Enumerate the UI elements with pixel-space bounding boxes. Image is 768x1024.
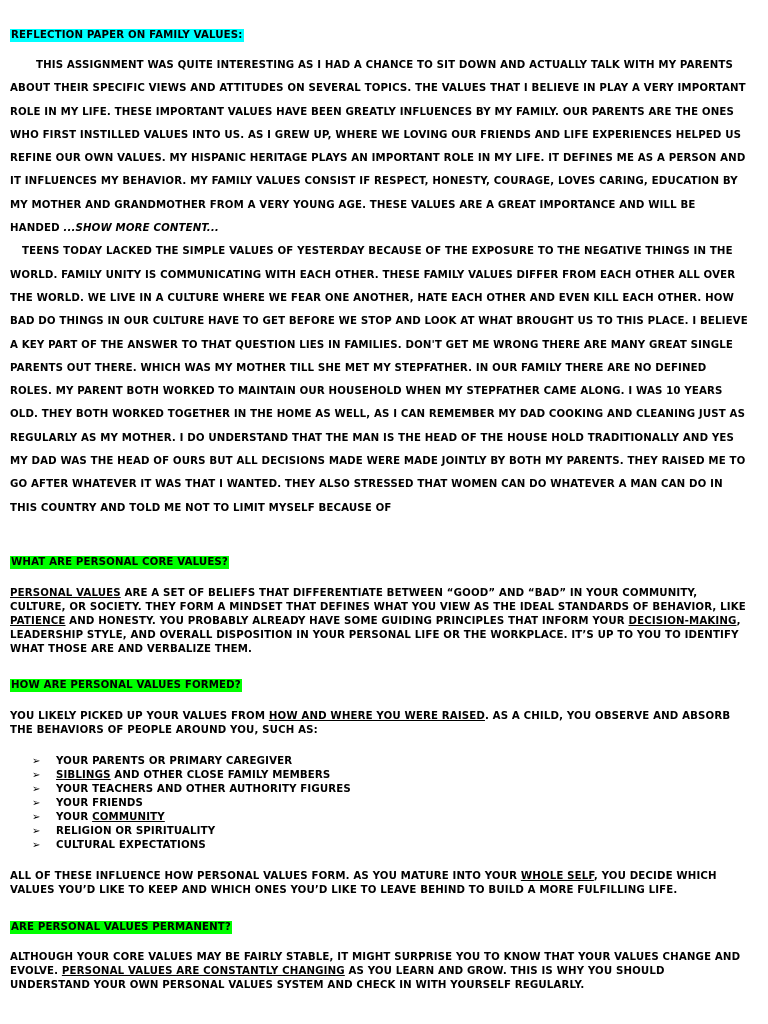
list-item-text: YOUR TEACHERS AND OTHER AUTHORITY FIGURES xyxy=(56,784,351,796)
essay-paragraph-1 xyxy=(10,54,748,240)
community-link[interactable]: COMMUNITY xyxy=(92,811,165,823)
list-item xyxy=(32,811,748,825)
permanent-text-2: AS YOU LEARN AND GROW. THIS IS WHY YOU SHOULD UNDERSTAND YOUR OWN PERSONAL VALUES SYSTEM AND CHECK IN WITH YOURSELF REGULARLY. xyxy=(10,966,665,992)
show-more-content-link[interactable]: ...SHOW MORE CONTENT... xyxy=(63,223,219,235)
list-item-text: RELIGION OR SPIRITUALITY xyxy=(56,825,216,837)
list-item xyxy=(32,797,748,811)
personal-values-link[interactable]: PERSONAL VALUES xyxy=(10,587,121,599)
influence-text-1: ALL OF THESE INFLUENCE HOW PERSONAL VALUES FORM. AS YOU MATURE INTO YOUR xyxy=(10,870,521,882)
arrowhead-bullet-icon: ➢ xyxy=(32,811,41,823)
values-formed-paragraph xyxy=(10,710,748,738)
list-item-text: AND OTHER CLOSE FAMILY MEMBERS xyxy=(110,770,331,782)
core-text-3: , LEADERSHIP STYLE, AND OVERALL DISPOSITION IN YOUR PERSONAL LIFE OR THE WORKPLACE. IT’S UP TO YOU TO IDENTIFY WHAT THOSE ARE AND VERBALIZE THEM. xyxy=(10,615,741,655)
values-changing-link[interactable]: PERSONAL VALUES ARE CONSTANTLY CHANGING xyxy=(61,966,345,978)
permanent-text-1: ALTHOUGH YOUR CORE VALUES MAY BE FAIRLY STABLE, IT MIGHT SURPRISE YOU TO KNOW THAT YOUR VALUES CHANGE AND EVOLVE. xyxy=(10,952,741,978)
list-item-text: YOUR FRIENDS xyxy=(56,798,144,809)
whole-self-link[interactable]: WHOLE SELF xyxy=(520,870,594,882)
patience-link[interactable]: PATIENCE xyxy=(10,615,66,627)
arrowhead-bullet-icon: ➢ xyxy=(32,839,41,851)
core-values-paragraph xyxy=(10,587,748,657)
arrowhead-bullet-icon: ➢ xyxy=(32,825,41,837)
list-item xyxy=(32,839,748,853)
formed-text-2: . AS A CHILD, YOU OBSERVE AND ABSORB THE BEHAVIORS OF PEOPLE AROUND YOU, SUCH AS: xyxy=(10,711,731,737)
arrowhead-bullet-icon: ➢ xyxy=(32,770,41,782)
list-item-text: CULTURAL EXPECTATIONS xyxy=(56,839,206,851)
core-text-2: AND HONESTY. YOU PROBABLY ALREADY HAVE SOME GUIDING PRINCIPLES THAT INFORM YOUR xyxy=(65,615,629,627)
essay-paragraph-2: TEENS TODAY LACKED THE SIMPLE VALUES OF YESTERDAY BECAUSE OF THE EXPOSURE TO THE NEGATIVE THINGS IN THE WORLD. FAMILY UNITY IS COMMUNICATING WITH EACH OTHER. THESE FAMILY VALUES DIFFER FROM EACH OTHER ALL OVER THE WORLD. WE LIVE IN A CULTURE WHERE WE FEAR ONE ANOTHER, HATE EACH OTHER AND EVEN KILL EACH OTHER. HOW BAD DO THINGS IN OUR CULTURE HAVE TO GET BEFORE WE STOP AND LOOK AT WHAT BROUGHT US TO THIS PLACE. I BELIEVE A KEY PART OF THE ANSWER TO THAT QUESTION LIES IN FAMILIES. DON'T GET ME WRONG THERE ARE MANY GREAT SINGLE PARENTS OUT THERE. WHICH WAS MY MOTHER TILL SHE MET MY STEPFATHER. IN OUR FAMILY THERE ARE NO DEFINED ROLES. MY PARENT BOTH WORKED TO MAINTAIN OUR HOUSEHOLD WHEN MY STEPFATHER CAME ALONG. I WAS 10 YEARS OLD. THEY BOTH WORKED TOGETHER IN THE HOME AS WELL, AS I CAN REMEMBER MY DAD COOKING AND CLEANING JUST AS REGULARLY AS MY MOTHER. I DO UNDERSTAND THAT THE MAN IS THE HEAD OF THE HOUSE HOLD TRADITIONALLY AND YES MY DAD WAS THE HEAD OF OURS BUT ALL DECISIONS MADE WERE MADE JOINTLY BY BOTH MY PARENTS. THEY RAISED ME TO GO AFTER WHATEVER IT WAS THAT I WANTED. THEY ALSO STRESSED THAT WOMEN CAN DO WHATEVER A MAN CAN DO IN THIS COUNTRY AND TOLD ME NOT TO LIMIT MYSELF BECAUSE OF xyxy=(10,246,748,514)
arrowhead-bullet-icon: ➢ xyxy=(32,798,41,809)
section-heading-core-values: WHAT ARE PERSONAL CORE VALUES? xyxy=(11,556,228,568)
section-heading-values-permanent: ARE PERSONAL VALUES PERMANENT? xyxy=(11,922,231,934)
influence-text-2: , YOU DECIDE WHICH VALUES YOU’D LIKE TO KEEP AND WHICH ONES YOU’D LIKE TO LEAVE BEHIND TO BUILD A MORE FULFILLING LIFE. xyxy=(10,870,717,896)
list-item-text: YOUR xyxy=(56,811,93,823)
formed-text-1: YOU LIKELY PICKED UP YOUR VALUES FROM xyxy=(10,711,269,723)
arrowhead-bullet-icon: ➢ xyxy=(32,756,41,768)
influences-list xyxy=(10,755,748,852)
essay-paragraph-1-text: THIS ASSIGNMENT WAS QUITE INTERESTING AS I HAD A CHANCE TO SIT DOWN AND ACTUALLY TALK WITH MY PARENTS ABOUT THEIR SPECIFIC VIEWS AND ATTITUDES ON SEVERAL TOPICS. THE VALUES THAT I BELIEVE IN PLAY A VERY IMPORTANT ROLE IN MY LIFE. THESE IMPORTANT VALUES HAVE BEEN GREATLY INFLUENCES BY MY FAMILY. OUR PARENTS ARE THE ONES WHO FIRST INSTILLED VALUES INTO US. AS I GREW UP, WHERE WE LOVING OUR FRIENDS AND LIFE EXPERIENCES HELPED US REFINE OUR OWN VALUES. MY HISPANIC HERITAGE PLAYS AN IMPORTANT ROLE IN MY LIFE. IT DEFINES ME AS A PERSON AND IT INFLUENCES MY BEHAVIOR. MY FAMILY VALUES CONSIST IF RESPECT, HONESTY, COURAGE, LOVES CARING, EDUCATION BY MY MOTHER AND GRANDMOTHER FROM A VERY YOUNG AGE. THESE VALUES ARE A GREAT IMPORTANCE AND WILL BE HANDED xyxy=(10,60,746,235)
list-item xyxy=(32,755,748,769)
siblings-link[interactable]: SIBLINGS xyxy=(56,770,111,782)
section-heading-values-formed: HOW ARE PERSONAL VALUES FORMED? xyxy=(11,680,241,692)
arrowhead-bullet-icon: ➢ xyxy=(32,784,41,796)
how-where-raised-link[interactable]: HOW AND WHERE YOU WERE RAISED xyxy=(268,711,485,723)
list-item xyxy=(32,825,748,839)
decision-making-link[interactable]: DECISION-MAKING xyxy=(628,615,737,627)
values-permanent-paragraph xyxy=(10,951,748,993)
list-item xyxy=(32,783,748,797)
list-item-text: YOUR PARENTS OR PRIMARY CAREGIVER xyxy=(56,756,293,768)
list-item xyxy=(32,769,748,783)
core-text-1: ARE A SET OF BELIEFS THAT DIFFERENTIATE BETWEEN “GOOD” AND “BAD” IN YOUR COMMUNITY, CULTURE, OR SOCIETY. THEY FORM A MINDSET THAT DEFINES WHAT YOU VIEW AS THE IDEAL STANDARDS OF BEHAVIOR, LIKE xyxy=(10,587,746,613)
influence-paragraph xyxy=(10,870,748,898)
essay-body xyxy=(10,54,748,520)
document-title: REFLECTION PAPER ON FAMILY VALUES: xyxy=(11,30,243,41)
